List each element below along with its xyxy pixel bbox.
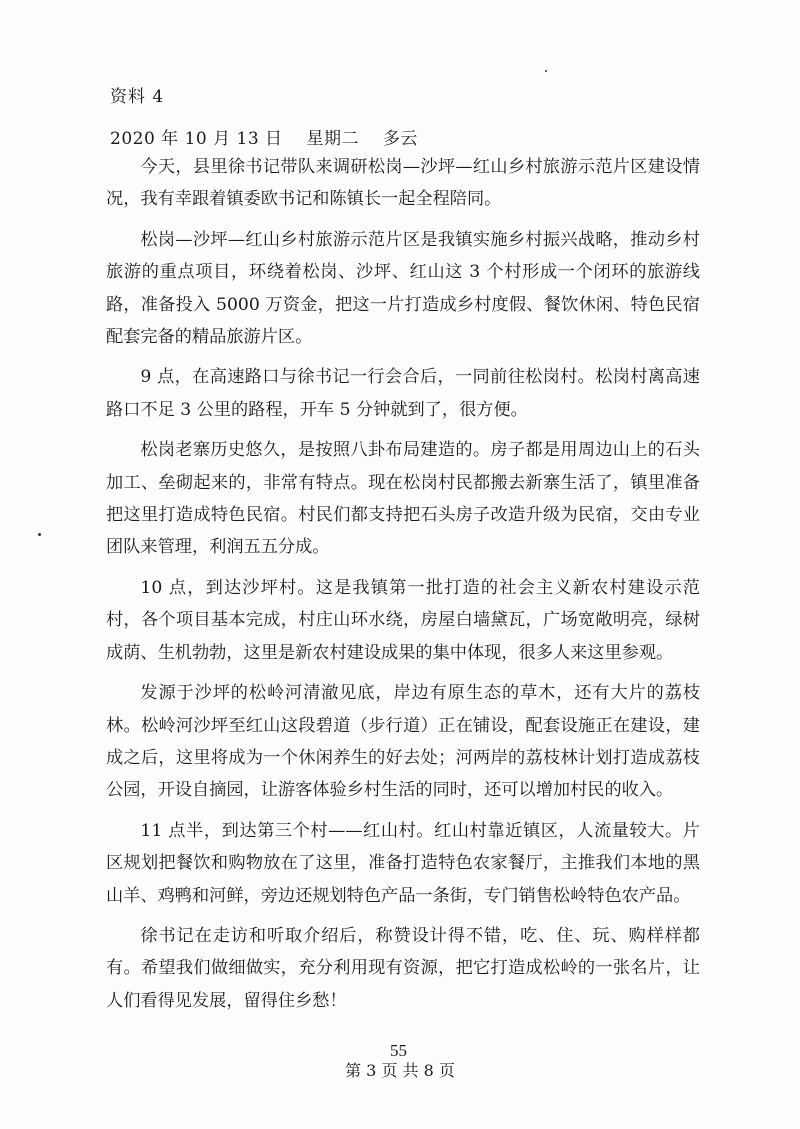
paragraph: 徐书记在走访和听取介绍后，称赞设计得不错，吃、住、玩、购样样都有。希望我们做细做实，充分利用现有资源，把它打造成松岭的一张名片，让人们看得见发展，留得住乡愁！ [106,925,700,1011]
paragraph: 9 点，在高速路口与徐书记一行会合后，一同前往松岗村。松岗村离高速路口不足 3 公里的路程，开车 5 分钟就到了，很方便。 [106,367,700,420]
paragraph: 发源于沙坪的松岭河清澈见底，岸边有原生态的草木，还有大片的荔枝林。松岭河沙坪至红山这段碧道（步行道）正在铺设，配套设施正在建设，建成之后，这里将成为一个休闲养生的好去处；河两岸的荔枝林计划打造成荔枝公园，开设自摘园，让游客体验乡村生活的同时，还可以增加村民的收入。 [106,683,700,801]
paragraph: 11 点半，到达第三个村——红山村。红山村靠近镇区，人流量较大。片区规划把餐饮和购物放在了这里，准备打造特色农家餐厅，主推我们本地的黑山羊、鸡鸭和河鲜，旁边还规划特色产品一条街，专门销售松岭特色农产品。 [106,820,700,906]
page-footer: 第 3 页 共 8 页 [345,1061,455,1080]
page-number: 55 [390,1041,407,1060]
material-heading: 资料 4 [110,87,165,107]
scan-speck [38,533,41,536]
diary-body [106,151,700,1025]
diary-weekday: 星期二 [306,129,359,149]
paragraph: 松岗老寨历史悠久，是按照八卦布局建造的。房子都是用周边山上的石头加工、垒砌起来的，非常有特点。现在松岗村民都搬去新寨生活了，镇里准备把这里打造成特色民宿。村民们都支持把石头房子改造升级为民宿，交由专业团队来管理，利润五五分成。 [106,440,700,558]
diary-date: 2020 年 10 月 13 日 [110,129,283,149]
paragraph: 今天，县里徐书记带队来调研松岗—沙坪—红山乡村旅游示范片区建设情况，我有幸跟着镇委欧书记和陈镇长一起全程陪同。 [106,157,700,210]
paragraph: 10 点，到达沙坪村。这是我镇第一批打造的社会主义新农村建设示范村，各个项目基本完成，村庄山环水绕，房屋白墙黛瓦，广场宽敞明亮，绿树成荫、生机勃勃，这里是新农村建设成果的集中体现，很多人来这里参观。 [106,577,700,663]
diary-weather: 多云 [382,129,418,149]
diary-dateline [110,124,436,149]
scan-speck [545,70,547,72]
paragraph: 松岗—沙坪—红山乡村旅游示范片区是我镇实施乡村振兴战略，推动乡村旅游的重点项目，环绕着松岗、沙坪、红山这 3 个村形成一个闭环的旅游线路，准备投入 5000 万资金，把这一片打造成乡村度假、餐饮休闲、特色民宿配套完备的精品旅游片区。 [106,229,700,348]
